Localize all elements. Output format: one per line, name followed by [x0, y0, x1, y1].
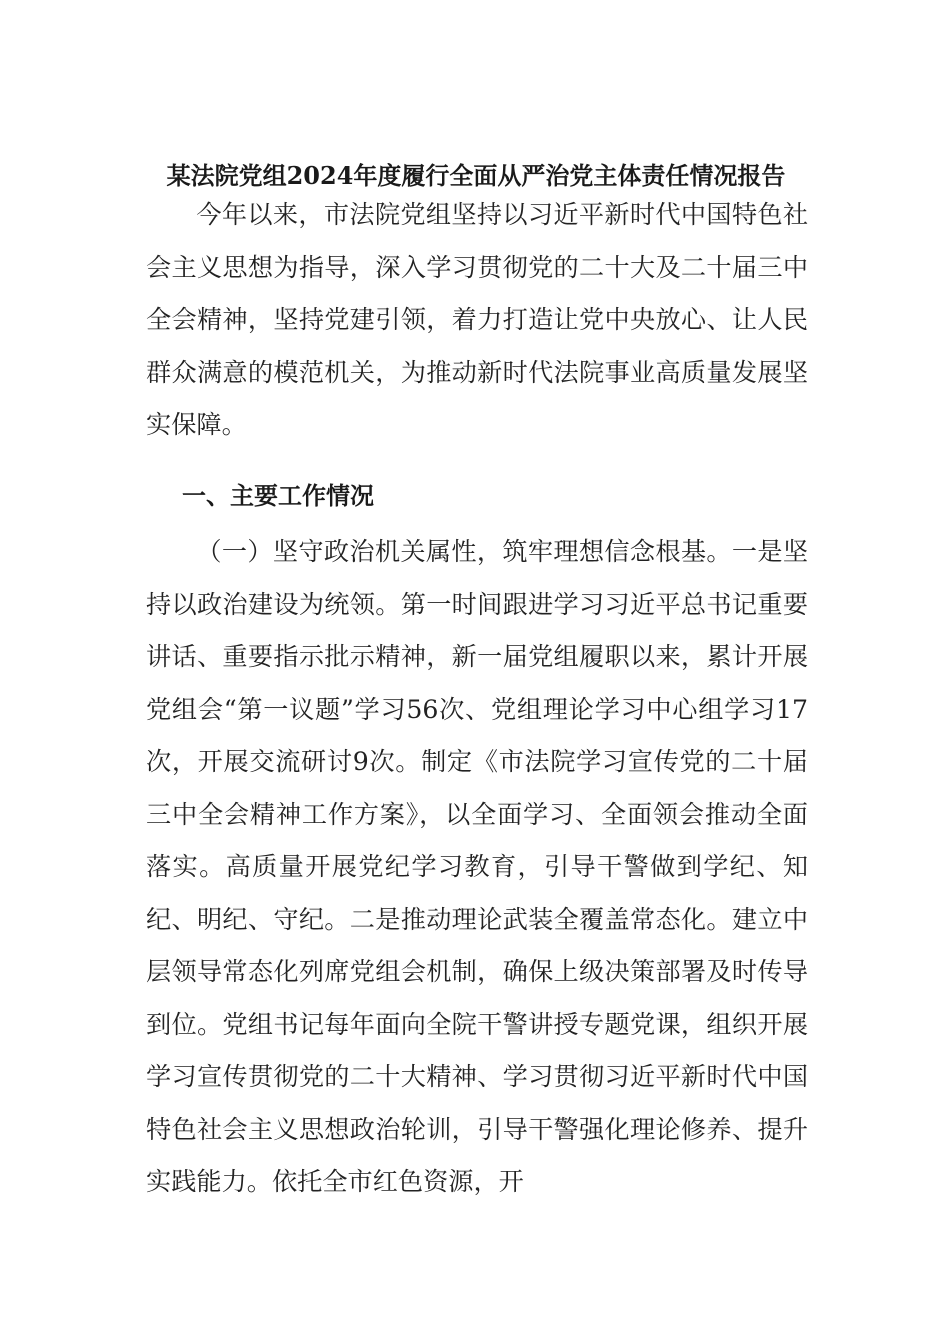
section-heading-main-work: 一、主要工作情况	[182, 482, 374, 510]
section-1-paragraph-1: （一）坚守政治机关属性，筑牢理想信念根基。一是坚持以政治建设为统领。第一时间跟进学习习近平总书记重要讲话、重要指示批示精神，新一届党组履职以来，累计开展党组会“第一议题”学习56次、党组理论学习中心组学习17次，开展交流研讨9次。制定《市法院学习宣传党的二十届三中全会精神工作方案》，以全面学习、全面领会推动全面落实。高质量开展党纪学习教育，引导干警做到学纪、知纪、明纪、守纪。二是推动理论武装全覆盖常态化。建立中层领导常态化列席党组会机制，确保上级决策部署及时传导到位。党组书记每年面向全院干警讲授专题党课，组织开展学习宣传贯彻党的二十大精神、学习贯彻习近平新时代中国特色社会主义思想政治轮训，引导干警强化理论修养、提升实践能力。依托全市红色资源，开	[146, 537, 808, 1196]
intro-paragraph: 今年以来，市法院党组坚持以习近平新时代中国特色社会主义思想为指导，深入学习贯彻党的二十大及二十届三中全会精神，坚持党建引领，着力打造让党中央放心、让人民群众满意的模范机关，为推动新时代法院事业高质量发展坚实保障。	[146, 200, 808, 439]
document-title: 某法院党组2024年度履行全面从严治党主体责任情况报告	[166, 161, 786, 190]
